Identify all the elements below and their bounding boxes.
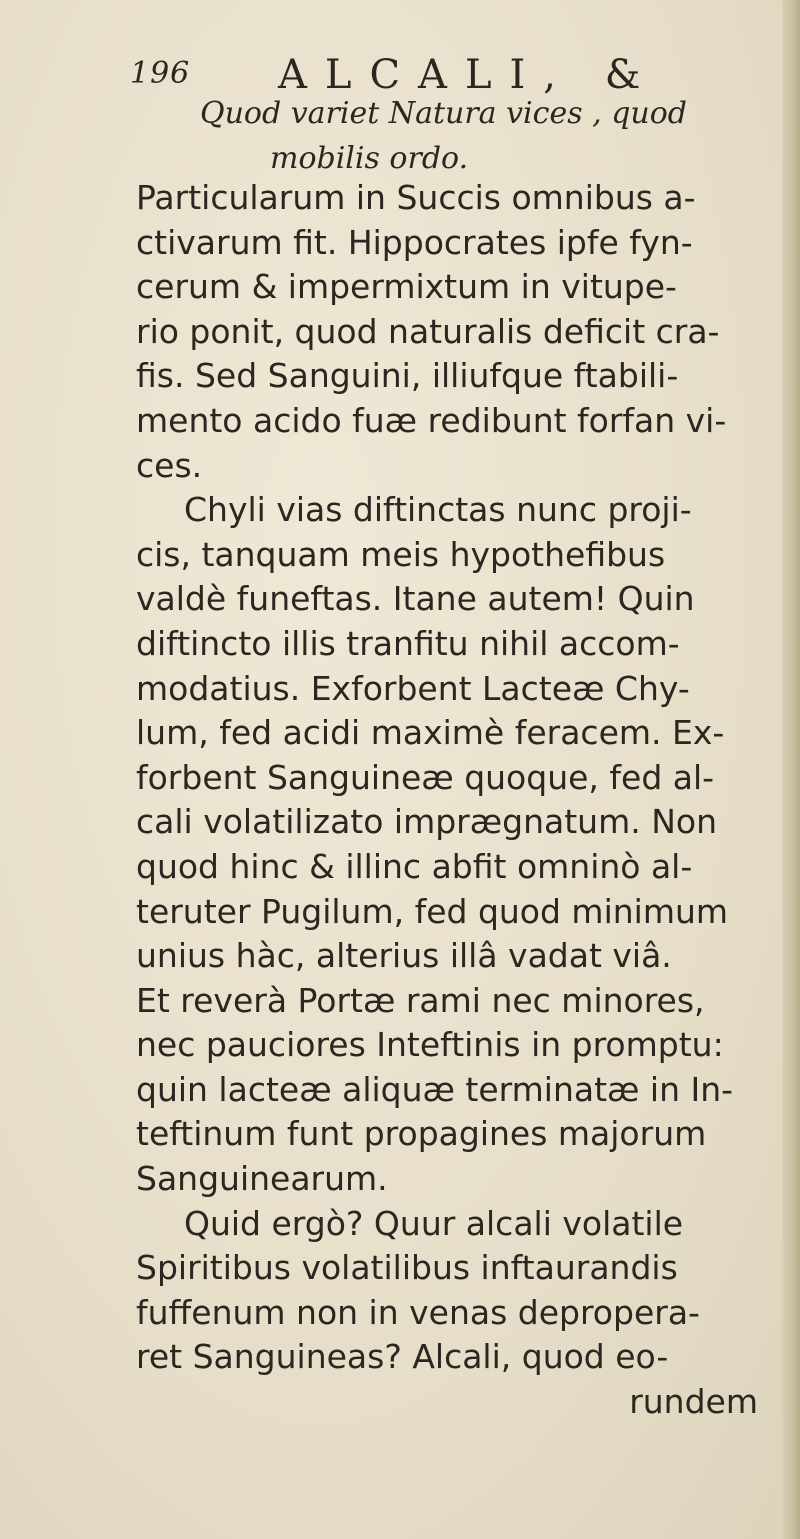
text-line: fis. Sed Sanguini, illiufque ftabili-: [136, 356, 679, 396]
text-line: lum, fed acidi maximè feracem. Ex-: [136, 713, 725, 753]
text-line: Sanguinearum.: [136, 1159, 388, 1199]
text-line: cis, tanquam meis hypothefibus: [136, 534, 666, 574]
text-line: Chyli vias diftinctas nunc proji-: [184, 490, 692, 530]
text-line: mento acido fuæ redibunt forfan vi-: [136, 400, 727, 440]
text-line: ces.: [136, 445, 203, 485]
text-line: quod hinc & illinc abfit omninò al-: [136, 846, 693, 886]
motto-line-1: Quod variet Natura vices , quod: [200, 96, 688, 131]
page-edge: [782, 0, 800, 1539]
text-line: quin lacteæ aliquæ terminatæ in In-: [136, 1069, 734, 1109]
text-line: diftincto illis tranfitu nihil accom-: [136, 623, 680, 663]
motto-line-2: mobilis ordo.: [270, 141, 469, 176]
text-line: modatius. Exforbent Lacteæ Chy-: [136, 668, 690, 708]
text-line: teruter Pugilum, fed quod minimum: [136, 891, 729, 931]
text-line: forbent Sanguineæ quoque, fed al-: [136, 757, 715, 797]
text-line: Quid ergò? Quur alcali volatile: [184, 1203, 684, 1243]
text-line: cerum & impermixtum in vitupe-: [136, 267, 677, 307]
text-line: valdè funeftas. Itane autem! Quin: [136, 579, 695, 619]
text-line: cali volatilizato imprægnatum. Non: [136, 802, 717, 842]
text-line: Particularum in Succis omnibus a-: [136, 178, 696, 217]
text-line: nec pauciores Inteftinis in promptu:: [136, 1025, 724, 1065]
text-line: rio ponit, quod naturalis deficit cra-: [136, 311, 720, 351]
text-line: teftinum funt propagines majorum: [136, 1114, 707, 1154]
text-line: Spiritibus volatilibus inftaurandis: [136, 1248, 678, 1288]
running-head: ALCALI, &: [278, 52, 659, 98]
body-text: [136, 176, 776, 1425]
text-line: unius hàc, alterius illâ vadat viâ.: [136, 936, 672, 976]
page-number: 196: [130, 56, 191, 91]
text-line: ctivarum fit. Hippocrates ipfe fyn-: [136, 222, 693, 262]
text-line: fuffenum non in venas depropera-: [136, 1292, 700, 1332]
catchword: rundem: [629, 1382, 758, 1422]
text-line: ret Sanguineas? Alcali, quod eo-: [136, 1337, 669, 1377]
text-line: Et reverà Portæ rami nec minores,: [136, 980, 705, 1020]
